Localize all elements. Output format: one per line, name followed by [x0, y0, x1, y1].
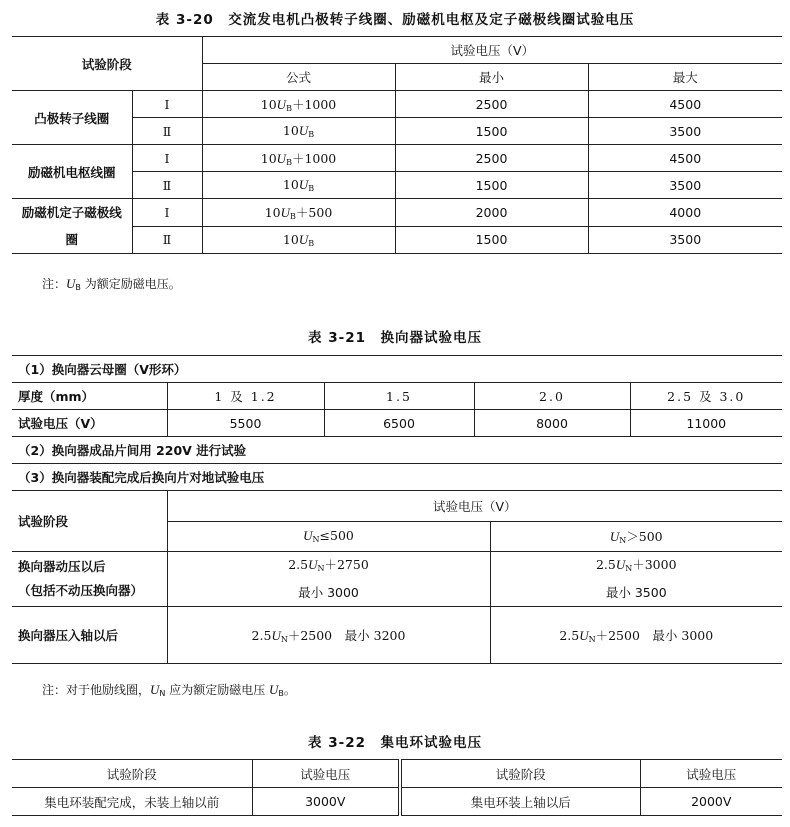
formula-cell: $10U_B+500$ [202, 199, 395, 227]
table-3-21-note: 注：对于他励线圈，$U_N$ 应为额定励磁电压 $U_B$。 [42, 682, 296, 698]
row1-low-formula: $2.5U_N+2750$ [288, 557, 369, 573]
header-stage-1: 试验阶段 [12, 760, 252, 788]
formula-cell: $10U_B$ [202, 172, 395, 199]
stage-cell: Ⅱ [132, 172, 202, 199]
row1-low-cell [167, 552, 490, 607]
thickness-cell: 2.5 及 3.0 [630, 383, 782, 410]
stage-cell: Ⅱ [132, 226, 202, 254]
table-3-20 [12, 36, 782, 254]
header-max: 最大 [588, 64, 782, 91]
min-cell: 1500 [395, 226, 588, 254]
stage-cell: Ⅰ [132, 199, 202, 227]
table-3-22 [12, 759, 782, 816]
max-cell: 4500 [588, 145, 782, 172]
formula-cell: $10U_B+1000$ [202, 91, 395, 118]
formula-cell: $10U_B+1000$ [202, 145, 395, 172]
stage-cell: Ⅱ [132, 118, 202, 145]
header-un-high: $U_N>500$ [490, 521, 782, 552]
header-stage-2: 试验阶段 [400, 760, 640, 788]
header-min: 最小 [395, 64, 588, 91]
part-cell: 凸极转子线圈 [12, 91, 132, 145]
thickness-cell: 1.5 [324, 383, 474, 410]
section-3-title: （3）换向器装配完成后换向片对地试验电压 [12, 464, 782, 491]
row1-stage-line1: 换向器动压以后 [18, 559, 106, 574]
header-voltage-1: 试验电压 [252, 760, 400, 788]
max-cell: 3500 [588, 118, 782, 145]
row1-high-min: 最小 3500 [605, 585, 667, 600]
header-formula: 公式 [202, 64, 395, 91]
row2-high-cell: $2.5U_N+2500$ 最小 3000 [490, 607, 782, 664]
table-3-20-title: 表 3-20 交流发电机凸极转子线圈、励磁机电枢及定子磁极线圈试验电压 [155, 12, 635, 28]
voltage-cell: 8000 [474, 410, 630, 437]
voltage-cell: 11000 [630, 410, 782, 437]
stage-cell: Ⅰ [132, 145, 202, 172]
max-cell: 3500 [588, 226, 782, 254]
row1-low-min: 最小 3000 [298, 585, 359, 600]
header-un-low: $U_N\le 500$ [167, 521, 490, 552]
max-cell: 4500 [588, 91, 782, 118]
voltage-cell: 6500 [324, 410, 474, 437]
stage-cell-1: 集电环装配完成，未装上轴以前 [12, 788, 252, 816]
voltage-cell-1: 3000V [252, 788, 400, 816]
table-3-21-title: 表 3-21 换向器试验电压 [308, 330, 482, 346]
row1-high-formula: $2.5U_N+3000$ [595, 557, 677, 573]
thickness-cell: 2.0 [474, 383, 630, 410]
max-cell: 4000 [588, 199, 782, 227]
formula-cell: $10U_B$ [202, 118, 395, 145]
header-voltage-2: 试验电压 [640, 760, 782, 788]
header-voltage: 试验电压（V） [202, 37, 782, 64]
stage-cell: Ⅰ [132, 91, 202, 118]
min-cell: 2000 [395, 199, 588, 227]
row1-stage [12, 552, 167, 607]
row2-low-cell: $2.5U_N+2500$ 最小 3200 [167, 607, 490, 664]
thickness-label: 厚度（mm） [12, 383, 167, 410]
table-3-22-title: 表 3-22 集电环试验电压 [308, 735, 482, 751]
min-cell: 2500 [395, 91, 588, 118]
row1-stage-line2: （包括不动压换向器） [18, 583, 144, 598]
row1-high-cell [490, 552, 782, 607]
min-cell: 1500 [395, 172, 588, 199]
header-stage: 试验阶段 [12, 491, 167, 552]
min-cell: 1500 [395, 118, 588, 145]
table-3-21 [12, 355, 782, 664]
voltage-cell: 5500 [167, 410, 324, 437]
voltage-cell-2: 2000V [640, 788, 782, 816]
thickness-cell: 1 及 1.2 [167, 383, 324, 410]
voltage-label: 试验电压（V） [12, 410, 167, 437]
stage-cell-2: 集电环装上轴以后 [400, 788, 640, 816]
max-cell: 3500 [588, 172, 782, 199]
row2-stage: 换向器压入轴以后 [12, 607, 167, 664]
section-1-title: （1）换向器云母圈（V形环） [12, 356, 782, 383]
min-cell: 2500 [395, 145, 588, 172]
part-cell: 励磁机定子磁极线圈 [12, 199, 132, 254]
formula-cell: $10U_B$ [202, 226, 395, 254]
section-2-title: （2）换向器成品片间用 220V 进行试验 [12, 437, 782, 464]
table-3-20-note: 注：$U_B$ 为额定励磁电压。 [42, 276, 181, 292]
header-stage: 试验阶段 [12, 37, 202, 91]
header-voltage: 试验电压（V） [167, 491, 782, 522]
part-cell: 励磁机电枢线圈 [12, 145, 132, 199]
